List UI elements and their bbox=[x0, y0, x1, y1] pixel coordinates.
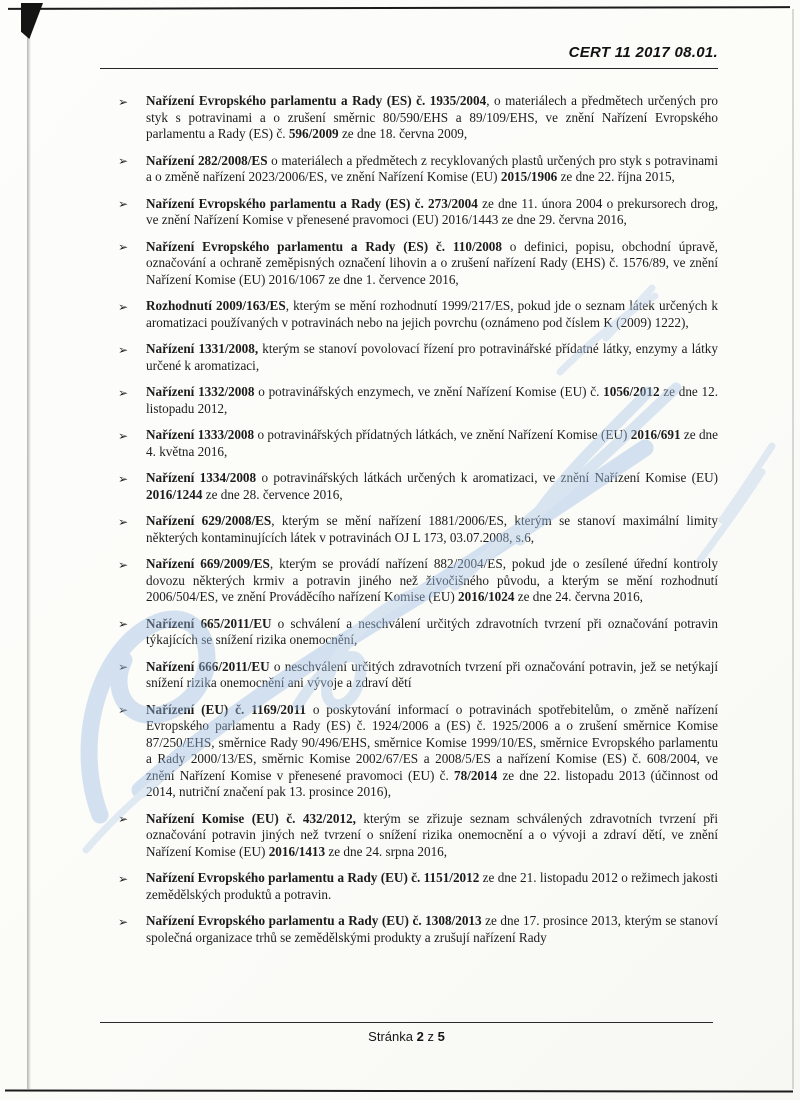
regulation-list-item bbox=[118, 556, 718, 606]
regulation-text: Nařízení 1334/2008 o potravinářských látkách určených k aromatizaci, ve znění Nařízení Komise (EU) 2016/1244 ze dne 28. července 2016, bbox=[146, 470, 718, 502]
regulation-text: Nařízení 669/2009/ES, kterým se provádí nařízení 882/2004/ES, pokud jde o zesílené úřední kontroly dovozu některých krmiv a potravin jiného než živočišného původu, a kterým se mění rozhodnutí 2006/504/ES, ve znění Prováděcího nařízení Komise (EU) 2016/1024 ze dne 24. června 2016, bbox=[146, 556, 718, 604]
regulation-text: Nařízení 666/2011/EU o neschválení určitých zdravotních tvrzení při označování potravin, jež se netýkají snížení rizika onemocnění ani vývoje a zdraví dětí bbox=[146, 658, 718, 690]
regulation-list-item bbox=[118, 153, 718, 186]
scan-edge-bottom bbox=[5, 1089, 793, 1092]
regulation-list-item bbox=[118, 659, 718, 692]
scan-corner-mark bbox=[21, 3, 43, 39]
scan-edge-top bbox=[8, 6, 790, 10]
arrow-bullet-icon: ➢ bbox=[118, 94, 129, 109]
regulation-list-item bbox=[118, 702, 718, 801]
page-footer bbox=[100, 1022, 713, 1044]
document-header bbox=[100, 44, 718, 69]
regulation-list-item bbox=[118, 93, 718, 143]
regulation-text: Nařízení Evropského parlamentu a Rady (EU) č. 1151/2012 ze dne 21. listopadu 2012 o režimech jakosti zemědělských produktů a potravin. bbox=[146, 870, 718, 902]
arrow-bullet-icon: ➢ bbox=[118, 342, 129, 357]
regulation-text: Rozhodnutí 2009/163/ES, kterým se mění rozhodnutí 1999/217/ES, pokud jde o seznam látek určených k aromatizaci používaných v potravinách nebo na jejich povrchu (oznámeno pod číslem K (2009) 1222), bbox=[146, 298, 719, 330]
regulation-text: Nařízení (EU) č. 1169/2011 o poskytování informací o potravinách spotřebitelům, o změně nařízení Evropského parlamentu a Rady (ES) č. 1924/2006 a (ES) č. 1925/2006 a o zrušení směrnice Komise 87/250/EHS, směrnice Rady 90/496/EHS, směrnice Komise 1999/10/ES, směrnice Evropského parlamentu a Rady 2000/13/ES, směrnic Komise 2002/67/ES a 2008/5/ES a nařízení Komise (ES) č. 608/2004, ve znění Nařízení Komise v přenesené pravomoci (EU) č. 78/2014 ze dne 22. listopadu 2013 (účinnost od 2014, nutriční značení pak 13. prosince 2016), bbox=[146, 701, 718, 799]
regulation-text: Nařízení 1332/2008 o potravinářských enzymech, ve znění Nařízení Komise (EU) č. 1056/2012 ze dne 12. listopadu 2012, bbox=[146, 384, 718, 416]
arrow-bullet-icon: ➢ bbox=[118, 914, 129, 929]
arrow-bullet-icon: ➢ bbox=[118, 617, 129, 631]
regulation-list-item bbox=[118, 470, 718, 503]
arrow-bullet-icon: ➢ bbox=[118, 197, 129, 211]
arrow-bullet-icon: ➢ bbox=[118, 299, 129, 314]
regulation-text: Nařízení Evropského parlamentu a Rady (EU) č. 1308/2013 ze dne 17. prosince 2013, kterým se stanoví společná organizace trhů se zemědělskými produkty a zrušují nařízení Rady bbox=[146, 913, 719, 945]
regulation-list-item bbox=[118, 513, 718, 546]
regulation-list-item bbox=[118, 811, 718, 861]
arrow-bullet-icon: ➢ bbox=[118, 154, 129, 168]
regulation-list-item bbox=[118, 239, 718, 289]
page-number-separator: z bbox=[427, 1029, 434, 1044]
regulation-list-item bbox=[118, 616, 718, 649]
regulation-list bbox=[118, 93, 718, 956]
regulation-text: Nařízení Evropského parlamentu a Rady (ES) č. 273/2004 ze dne 11. února 2004 o prekursorech drog, ve znění Nařízení Komise v přenesené pravomoci (EU) 2016/1443 ze dne 29. června 2016, bbox=[146, 195, 719, 227]
arrow-bullet-icon: ➢ bbox=[118, 471, 129, 486]
regulation-list-item bbox=[118, 298, 718, 331]
regulation-text: Nařízení 1333/2008 o potravinářských přídatných látkách, ve znění Nařízení Komise (EU) 2016/691 ze dne 4. května 2016, bbox=[146, 427, 718, 459]
arrow-bullet-icon: ➢ bbox=[118, 812, 129, 826]
scan-edge-left bbox=[27, 9, 31, 1089]
regulation-text: Nařízení 665/2011/EU o schválení a neschválení určitých zdravotních tvrzení při označování potravin týkajících se snížení rizika onemocnění, bbox=[146, 615, 718, 647]
regulation-text: Nařízení 1331/2008, kterým se stanoví povolovací řízení pro potravinářské přídatné látky, enzymy a látky určené k aromatizaci, bbox=[146, 341, 718, 373]
page-number-prefix: Stránka bbox=[368, 1029, 413, 1044]
document-code: CERT 11 2017 08.01. bbox=[568, 44, 718, 61]
arrow-bullet-icon: ➢ bbox=[118, 240, 129, 254]
regulation-list-item bbox=[118, 341, 718, 374]
arrow-bullet-icon: ➢ bbox=[118, 557, 129, 572]
arrow-bullet-icon: ➢ bbox=[118, 514, 129, 529]
regulation-text: Nařízení Evropského parlamentu a Rady (ES) č. 110/2008 o definici, popisu, obchodní úpravě, označování a ochraně zeměpisných označení lihovin a o zrušení nařízení Rady (EHS) č. 1576/89, ve znění Nařízení Komise (EU) 2016/1067 ze dne 1. července 2016, bbox=[146, 238, 718, 287]
regulation-list-item bbox=[118, 870, 718, 903]
arrow-bullet-icon: ➢ bbox=[118, 871, 129, 886]
regulation-text: Nařízení Komise (EU) č. 432/2012, kterým se zřizuje seznam schválených zdravotních tvrzení při označování potravin jiných než tvrzení o snížení rizika onemocnění a o vývoji a zdraví dětí, ve znění Nařízení Komise (EU) 2016/1413 ze dne 24. srpna 2016, bbox=[146, 810, 718, 859]
regulation-text: Nařízení Evropského parlamentu a Rady (ES) č. 1935/2004, o materiálech a předmětech určených pro styk s potravinami a o zrušení směrnic 80/590/EHS a 89/109/EHS, ve znění Nařízení Evropského parlamentu a Rady (ES) č. 596/2009 ze dne 18. června 2009, bbox=[146, 93, 718, 141]
regulation-list-item bbox=[118, 913, 718, 946]
regulation-text: Nařízení 282/2008/ES o materiálech a předmětech z recyklovaných plastů určených pro styk s potravinami a o změně nařízení 2023/2006/ES, ve znění Nařízení Komise (EU) 2015/1906 ze dne 22. října 2015, bbox=[146, 152, 718, 184]
page-number-total: 5 bbox=[437, 1029, 445, 1044]
regulation-list-item bbox=[118, 384, 718, 417]
regulation-list-item bbox=[118, 196, 718, 229]
arrow-bullet-icon: ➢ bbox=[118, 703, 129, 717]
arrow-bullet-icon: ➢ bbox=[118, 385, 129, 400]
arrow-bullet-icon: ➢ bbox=[118, 660, 129, 674]
page-number-current: 2 bbox=[416, 1029, 424, 1044]
scan-edge-right bbox=[792, 9, 794, 1089]
page-number bbox=[368, 1029, 445, 1044]
regulation-text: Nařízení 629/2008/ES, kterým se mění nařízení 1881/2006/ES, kterým se stanoví maximální limity některých kontaminujících látek v potravinách OJ L 173, 03.07.2008, s.6, bbox=[146, 513, 718, 545]
arrow-bullet-icon: ➢ bbox=[118, 428, 129, 443]
regulation-list-item bbox=[118, 427, 718, 460]
